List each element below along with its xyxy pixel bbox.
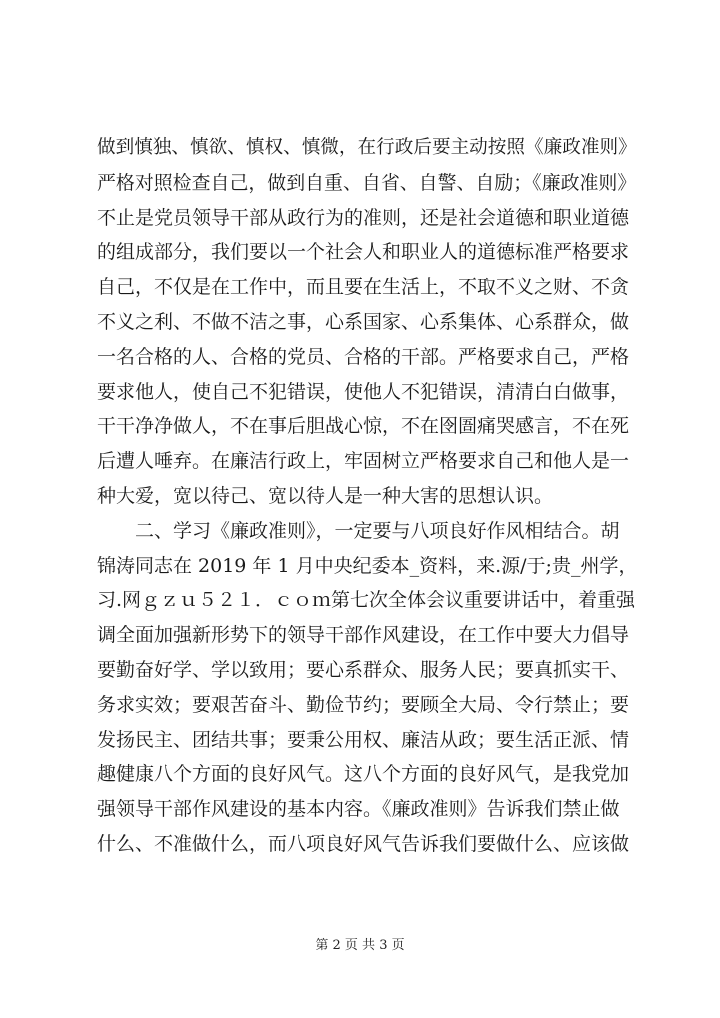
text-line: 调全面加强新形势下的领导干部作风建设，在工作中要大力倡导 bbox=[97, 624, 630, 647]
text-line: 要勤奋好学、学以致用；要心系群众、服务人民；要真抓实干、 bbox=[97, 658, 630, 681]
text-line: 什么、不准做什么，而八项良好风气告诉我们要做什么、应该做 bbox=[97, 832, 630, 855]
text-line: 后遭人唾弃。在廉洁行政上，牢固树立严格要求自己和他人是一 bbox=[97, 450, 630, 473]
text-line: 一名合格的人、合格的党员、合格的干部。严格要求自己，严格 bbox=[97, 345, 630, 368]
text-line: 务求实效；要艰苦奋斗、勤俭节约；要顾全大局、令行禁止；要 bbox=[97, 693, 630, 716]
text-line: 趣健康八个方面的良好风气。这八个方面的良好风气，是我党加 bbox=[97, 763, 630, 786]
page-footer: 第 2 页 共 3 页 bbox=[315, 938, 405, 953]
text-line: 自己，不仅是在工作中，而且要在生活上，不取不义之财、不贪 bbox=[97, 276, 630, 299]
text-line: 严格对照检查自己，做到自重、自省、自警、自励；《廉政准则》 bbox=[97, 171, 637, 194]
text-line: 种大爱，宽以待己、宽以待人是一种大害的思想认识。 bbox=[97, 484, 554, 507]
text-line: 不止是党员领导干部从政行为的准则，还是社会道德和职业道德 bbox=[97, 206, 630, 229]
text-line: 要求他人，使自己不犯错误，使他人不犯错误，清清白白做事， bbox=[97, 380, 630, 403]
body-text bbox=[97, 131, 637, 862]
text-line: 习.网ｇｚｕ５２１．ｃｏｍ第七次全体会议重要讲话中，着重强 bbox=[97, 589, 636, 612]
text-line: 不义之利、不做不洁之事，心系国家、心系集体、心系群众，做 bbox=[97, 310, 630, 333]
text-line: 的组成部分，我们要以一个社会人和职业人的道德标准严格要求 bbox=[97, 241, 630, 264]
text-line: 锦涛同志在 2019 年 1 月中央纪委本_资料，来.源/于;贵_州学， bbox=[97, 554, 638, 577]
text-line: 二、学习《廉政准则》，一定要与八项良好作风相结合。胡 bbox=[135, 519, 620, 542]
text-line: 发扬民主、团结共事；要秉公用权、廉洁从政；要生活正派、情 bbox=[97, 728, 630, 751]
text-line: 强领导干部作风建设的基本内容。《廉政准则》告诉我们禁止做 bbox=[97, 798, 620, 821]
text-line: 干干净净做人，不在事后胆战心惊，不在囹圄痛哭感言，不在死 bbox=[97, 415, 630, 438]
text-line: 做到慎独、慎欲、慎权、慎微，在行政后要主动按照《廉政准则》 bbox=[97, 137, 637, 158]
